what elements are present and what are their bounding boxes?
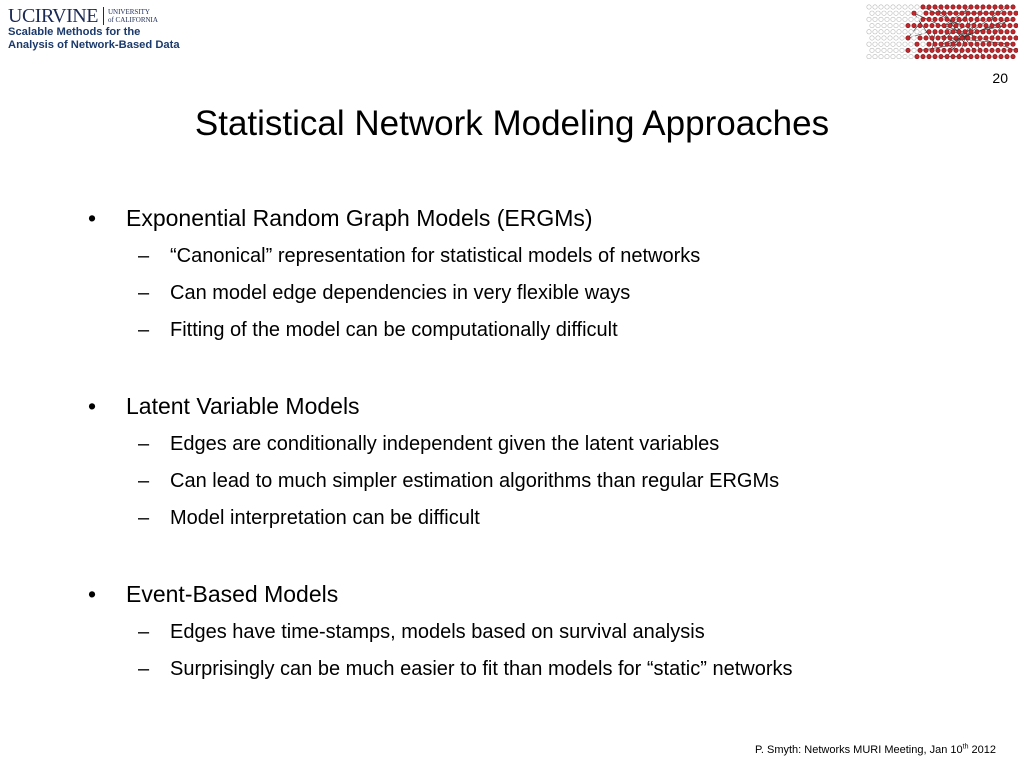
network-node (954, 23, 958, 27)
network-node (909, 42, 913, 46)
network-node (891, 54, 895, 58)
network-node (933, 17, 937, 21)
network-node (987, 5, 991, 9)
network-node (990, 36, 994, 40)
bullet-item (88, 198, 988, 238)
sub-bullet-text: Can model edge dependencies in very flexible ways (170, 282, 631, 304)
network-node (900, 23, 904, 27)
logo-divider (103, 7, 104, 25)
network-node (921, 54, 925, 58)
bullet-item (88, 386, 988, 426)
network-node (1008, 36, 1012, 40)
sub-bullet-text: Edges have time-stamps, models based on survival analysis (170, 621, 705, 643)
network-node (915, 54, 919, 58)
bullet-label: Event-Based Models (126, 581, 339, 607)
network-node (894, 48, 898, 52)
bullet-list (88, 198, 988, 688)
network-node (969, 5, 973, 9)
network-node (1008, 11, 1012, 15)
network-node (882, 11, 886, 15)
network-node (939, 42, 943, 46)
network-node (933, 5, 937, 9)
network-node (885, 42, 889, 46)
sub-bullet-text: “Canonical” representation for statistical models of networks (170, 245, 701, 267)
network-node (930, 11, 934, 15)
network-node (879, 30, 883, 34)
network-node (945, 30, 949, 34)
network-node (957, 5, 961, 9)
network-node (885, 17, 889, 21)
network-node (873, 30, 877, 34)
network-node (867, 17, 871, 21)
network-node (879, 42, 883, 46)
network-node (1014, 36, 1018, 40)
network-node (987, 54, 991, 58)
network-node (891, 17, 895, 21)
footer-superscript: th (962, 743, 969, 751)
network-node (942, 48, 946, 52)
network-node (1002, 23, 1006, 27)
network-node (942, 23, 946, 27)
network-node (981, 5, 985, 9)
network-node (975, 17, 979, 21)
network-node (915, 30, 919, 34)
network-node (999, 30, 1003, 34)
network-node (1014, 23, 1018, 27)
network-node (897, 54, 901, 58)
network-node (969, 54, 973, 58)
dash-marker: – (138, 470, 150, 492)
network-node (903, 5, 907, 9)
network-edge (908, 19, 923, 38)
network-node (915, 17, 919, 21)
network-node (909, 17, 913, 21)
network-node (948, 11, 952, 15)
network-node (999, 5, 1003, 9)
sub-bullet-text: Model interpretation can be difficult (170, 507, 480, 529)
network-node (903, 42, 907, 46)
network-node (960, 23, 964, 27)
sub-bullet-item (88, 651, 988, 688)
network-node (996, 11, 1000, 15)
logo-university-line1: UNIVERSITY (107, 8, 150, 16)
network-node (897, 42, 901, 46)
network-node (924, 48, 928, 52)
network-node (867, 54, 871, 58)
network-node (876, 36, 880, 40)
network-node (993, 42, 997, 46)
network-node (885, 5, 889, 9)
network-node (981, 54, 985, 58)
network-node (993, 30, 997, 34)
network-node (927, 42, 931, 46)
network-node (1005, 30, 1009, 34)
network-node (879, 54, 883, 58)
logo-top-row (8, 4, 193, 26)
network-node (972, 48, 976, 52)
network-node (993, 54, 997, 58)
network-node (978, 11, 982, 15)
network-node (906, 11, 910, 15)
network-node (1005, 5, 1009, 9)
network-node (993, 5, 997, 9)
network-node (924, 11, 928, 15)
network-node (975, 54, 979, 58)
network-node (927, 30, 931, 34)
network-node (873, 54, 877, 58)
network-node (987, 42, 991, 46)
network-node (927, 5, 931, 9)
network-node (909, 54, 913, 58)
network-node (951, 17, 955, 21)
network-node (915, 5, 919, 9)
network-node (918, 48, 922, 52)
network-node (1008, 48, 1012, 52)
network-node (888, 23, 892, 27)
network-node (867, 42, 871, 46)
network-node (894, 11, 898, 15)
dash-marker: – (138, 433, 150, 455)
network-node (897, 5, 901, 9)
network-node (1011, 5, 1015, 9)
bullet-label: Latent Variable Models (126, 393, 360, 419)
network-node (867, 30, 871, 34)
network-edge (935, 7, 956, 26)
network-node (975, 30, 979, 34)
page-number: 20 (992, 70, 1008, 86)
sub-bullet-item (88, 614, 988, 651)
network-node (963, 54, 967, 58)
network-node (903, 54, 907, 58)
bullet-marker: • (88, 581, 97, 607)
network-node (915, 42, 919, 46)
network-node (939, 17, 943, 21)
network-node (969, 17, 973, 21)
sub-bullet-item (88, 426, 988, 463)
logo-university (108, 8, 158, 24)
network-node (990, 48, 994, 52)
network-node (984, 48, 988, 52)
sub-bullet-item (88, 312, 988, 349)
footer-text: P. Smyth: Networks MURI Meeting, Jan 10 (754, 744, 963, 756)
network-node (966, 23, 970, 27)
network-node (1011, 30, 1015, 34)
network-node (957, 54, 961, 58)
network-node (981, 17, 985, 21)
dash-marker: – (138, 507, 150, 529)
network-node (990, 11, 994, 15)
network-edge (932, 32, 935, 51)
network-node (873, 5, 877, 9)
network-node (906, 23, 910, 27)
network-node (948, 36, 952, 40)
network-node (903, 30, 907, 34)
bullet-group-latent (88, 386, 988, 537)
network-node (918, 23, 922, 27)
network-node (945, 42, 949, 46)
network-node (870, 36, 874, 40)
logo-subtitle-line1: Scalable Methods for the (8, 26, 141, 38)
network-node (933, 54, 937, 58)
network-node (942, 11, 946, 15)
network-node (909, 30, 913, 34)
dash-marker: – (138, 282, 150, 304)
network-node (882, 48, 886, 52)
network-node (918, 11, 922, 15)
network-node (978, 48, 982, 52)
dash-marker: – (138, 245, 150, 267)
network-node (972, 11, 976, 15)
network-graph-icon (866, 4, 1018, 59)
sub-bullet-text: Edges are conditionally independent given the latent variables (170, 433, 720, 455)
network-node (912, 36, 916, 40)
network-node (945, 17, 949, 21)
network-node (936, 23, 940, 27)
network-node (999, 17, 1003, 21)
network-node (996, 48, 1000, 52)
network-node (981, 42, 985, 46)
network-node (984, 36, 988, 40)
network-node (939, 54, 943, 58)
network-node (870, 11, 874, 15)
bullet-marker: • (88, 393, 97, 419)
network-node (921, 42, 925, 46)
network-node (879, 17, 883, 21)
network-node (930, 23, 934, 27)
sub-bullet-item (88, 463, 988, 500)
network-node (873, 42, 877, 46)
network-node (1002, 36, 1006, 40)
network-node (996, 23, 1000, 27)
network-node (876, 48, 880, 52)
network-node (882, 23, 886, 27)
network-node (981, 30, 985, 34)
network-node (1002, 11, 1006, 15)
sub-bullet-item (88, 500, 988, 537)
network-node (954, 11, 958, 15)
network-node (924, 36, 928, 40)
network-node (885, 54, 889, 58)
network-node (891, 30, 895, 34)
bullet-group-ergm (88, 198, 988, 349)
sub-bullet-item (88, 238, 988, 275)
network-node (1005, 17, 1009, 21)
network-node (1011, 54, 1015, 58)
network-node (945, 54, 949, 58)
network-node (963, 5, 967, 9)
network-node (870, 48, 874, 52)
network-node (885, 30, 889, 34)
network-node (897, 30, 901, 34)
uci-logo (8, 4, 193, 54)
bullet-item (88, 574, 988, 614)
network-node (1008, 23, 1012, 27)
dash-marker: – (138, 319, 150, 341)
network-node (891, 42, 895, 46)
network-node (957, 30, 961, 34)
footer-year: 2012 (968, 744, 996, 756)
network-node (954, 36, 958, 40)
network-node (933, 30, 937, 34)
network-node (957, 17, 961, 21)
bullet-group-event (88, 574, 988, 688)
network-node (936, 36, 940, 40)
network-node (963, 42, 967, 46)
network-node (969, 30, 973, 34)
network-node (930, 36, 934, 40)
network-node (966, 36, 970, 40)
network-node (984, 23, 988, 27)
network-node (951, 5, 955, 9)
network-node (999, 54, 1003, 58)
network-node (900, 36, 904, 40)
network-node (972, 23, 976, 27)
sub-bullet-item (88, 275, 988, 312)
network-node (942, 36, 946, 40)
network-node (900, 48, 904, 52)
network-node (1011, 42, 1015, 46)
network-node (963, 17, 967, 21)
network-node (978, 23, 982, 27)
network-node (966, 48, 970, 52)
network-node (999, 42, 1003, 46)
network-node (951, 54, 955, 58)
network-node (873, 17, 877, 21)
network-node (870, 23, 874, 27)
network-node (1011, 17, 1015, 21)
network-node (960, 48, 964, 52)
network-node (876, 11, 880, 15)
network-node (1002, 48, 1006, 52)
network-node (879, 5, 883, 9)
network-node (960, 11, 964, 15)
sub-bullet-text: Fitting of the model can be computationally difficult (170, 319, 618, 341)
logo-uc-irvine: UCIRVINE (8, 5, 98, 27)
network-node (951, 42, 955, 46)
bullet-marker: • (88, 205, 97, 231)
logo-subtitle-line2: Analysis of Network-Based Data (8, 38, 180, 51)
network-node (966, 11, 970, 15)
sub-bullet-text: Surprisingly can be much easier to fit than models for “static” networks (170, 658, 793, 680)
network-node (921, 5, 925, 9)
network-node (906, 48, 910, 52)
logo-university-line2: of CALIFORNIA (107, 16, 158, 24)
network-node (939, 30, 943, 34)
network-node (939, 5, 943, 9)
network-node (984, 11, 988, 15)
network-edge (944, 7, 971, 26)
network-node (888, 48, 892, 52)
network-node (948, 23, 952, 27)
network-node (909, 5, 913, 9)
network-node (1014, 11, 1018, 15)
dash-marker: – (138, 658, 150, 680)
network-node (990, 23, 994, 27)
network-node (978, 36, 982, 40)
slide-title: Statistical Network Modeling Approaches (194, 104, 830, 143)
network-node (957, 42, 961, 46)
dash-marker: – (138, 621, 150, 643)
network-node (912, 48, 916, 52)
network-node (996, 36, 1000, 40)
bullet-label: Exponential Random Graph Models (ERGMs) (126, 205, 593, 231)
network-node (894, 23, 898, 27)
network-node (933, 42, 937, 46)
network-node (876, 23, 880, 27)
network-node (903, 17, 907, 21)
network-node (927, 54, 931, 58)
network-node (888, 11, 892, 15)
network-node (882, 36, 886, 40)
network-node (951, 30, 955, 34)
network-node (867, 5, 871, 9)
network-node (945, 5, 949, 9)
network-node (921, 30, 925, 34)
network-node (975, 5, 979, 9)
network-node (912, 11, 916, 15)
network-node (1005, 54, 1009, 58)
network-node (948, 48, 952, 52)
network-node (897, 17, 901, 21)
network-node (1014, 48, 1018, 52)
network-node (894, 36, 898, 40)
network-node (906, 36, 910, 40)
network-node (969, 42, 973, 46)
network-node (927, 17, 931, 21)
network-node (930, 48, 934, 52)
network-node (891, 5, 895, 9)
network-node (975, 42, 979, 46)
network-node (936, 11, 940, 15)
network-node (921, 17, 925, 21)
slide-footer (755, 744, 996, 756)
network-node (936, 48, 940, 52)
network-node (1005, 42, 1009, 46)
network-node (987, 17, 991, 21)
network-node (972, 36, 976, 40)
network-node (900, 11, 904, 15)
network-node (960, 36, 964, 40)
network-node (912, 23, 916, 27)
network-node (954, 48, 958, 52)
network-node (918, 36, 922, 40)
network-node (987, 30, 991, 34)
network-node (963, 30, 967, 34)
sub-bullet-text: Can lead to much simpler estimation algorithms than regular ERGMs (170, 470, 780, 492)
network-node (924, 23, 928, 27)
network-node (888, 36, 892, 40)
network-node (993, 17, 997, 21)
